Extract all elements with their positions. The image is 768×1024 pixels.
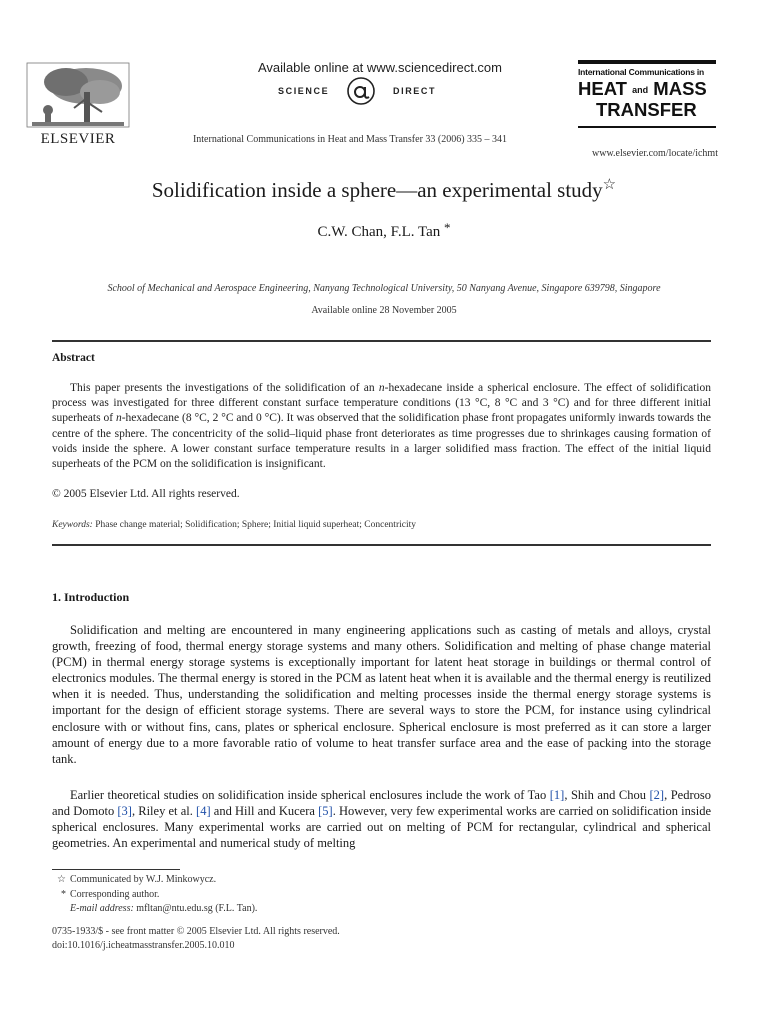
journal-logo-rule: [578, 60, 716, 64]
paragraph-text: , Pedroso and Domoto: [52, 788, 712, 819]
footnote-asterisk-mark: *: [61, 889, 66, 900]
section-heading-introduction: 1. Introduction: [52, 590, 130, 604]
reference-link-3[interactable]: [3]: [117, 804, 132, 819]
available-online-text: Available online at www.sciencedirect.com: [258, 60, 502, 75]
reference-link-5[interactable]: [5]: [318, 804, 333, 819]
publisher-name: ELSEVIER: [40, 131, 116, 147]
reference-link-2[interactable]: [2]: [649, 788, 665, 802]
reference-link-1[interactable]: [1]: [549, 788, 565, 802]
abstract-italic-n: n: [378, 382, 385, 394]
journal-logo-line2: [578, 79, 718, 100]
footnote-text: Communicated by W.J. Minkowycz.: [70, 874, 217, 885]
author-footnote-mark[interactable]: *: [444, 220, 451, 235]
journal-logo-line3: TRANSFER: [596, 99, 697, 120]
journal-url-link[interactable]: www.elsevier.com/locate/ichmt: [592, 148, 718, 159]
journal-logo-heat: HEAT: [578, 78, 627, 99]
paragraph-text: and Hill and Kucera: [210, 804, 319, 819]
footnote-star-mark: ☆: [57, 874, 66, 885]
email-address-link[interactable]: mfltan@ntu.edu.sg (F.L. Tan).: [133, 903, 258, 914]
sciencedirect-left-word: SCIENCE: [278, 86, 330, 96]
paragraph-text: , Riley et al.: [131, 804, 197, 819]
abstract-bottom-rule: [52, 544, 711, 546]
footnote-corresponding: [52, 889, 159, 900]
article-title: [40, 175, 728, 203]
abstract-copyright: © 2005 Elsevier Ltd. All rights reserved.: [52, 488, 240, 500]
journal-logo-mass: MASS: [653, 78, 707, 99]
keywords-label: Keywords:: [52, 520, 93, 530]
available-online-date: Available online 28 November 2005: [311, 305, 457, 316]
journal-logo: [578, 60, 718, 128]
intro-paragraph-2: [52, 787, 711, 851]
keywords-list: Phase change material; Solidification; Sphere; Initial liquid superheat; Concentricity: [95, 520, 416, 530]
title-footnote-mark[interactable]: ☆: [602, 177, 617, 193]
intro-paragraph-1: Solidification and melting are encountered in many engineering applications such as casting of metals and alloys, crystal growth, freezing of food, thermal energy storage systems and many others. Solidification and melting of phase change material (PCM) in thermal energy storage systems is exceptionally important for latent heat storage in buildings or thermal control of electronics modules. The thermal energy is stored in the PCM as latent heat when it is available and the thermal energy is reutilized when it is needed. Thus, understanding the solidification and melting processes inside the thermal energy storage systems is important for the design of efficient storage systems. There are several ways to store the PCM, for instance using cylindrical enclosure with or without fins, cans, plates or spherical enclosure. Spherical enclosure is most preferred as it can store a larger amount of energy due to a more favorable ratio of volume to heat transfer surface area and the ease of packing into the storage tank.: [52, 623, 711, 766]
footnote-rule: [52, 869, 180, 870]
sciencedirect-right-word: DIRECT: [393, 86, 437, 96]
journal-logo-line1: International Communications in: [578, 67, 705, 77]
article-title-text: Solidification inside a sphere—an experimental study: [151, 178, 603, 202]
at-symbol-icon: [346, 76, 376, 106]
doi-link[interactable]: doi:10.1016/j.icheatmasstransfer.2005.10.010: [52, 940, 235, 951]
front-matter-line: 0735-1933/$ - see front matter © 2005 Elsevier Ltd. All rights reserved.: [52, 926, 340, 937]
paragraph-text: , Shih and Chou: [564, 788, 650, 802]
footnote-text: Corresponding author.: [70, 889, 160, 900]
abstract-top-rule: [52, 340, 711, 342]
footnote-communicated: [52, 874, 216, 885]
journal-logo-and: and: [632, 85, 649, 95]
email-label: E-mail address:: [70, 903, 134, 914]
keywords: [52, 520, 711, 530]
sciencedirect-logo: [276, 78, 476, 108]
journal-logo-rule: [578, 126, 716, 128]
abstract-italic-n: n: [115, 412, 122, 425]
abstract-text-2: -hexadecane inside a spherical enclosure. The effect of solidification process was investigated for three different constant surface temperature conditions (13 °C, 8 °C and 3 °C) and for three different initial superheats of: [52, 382, 711, 425]
abstract-text-3: -hexadecane (8 °C, 2 °C and 0 °C). It was observed that the solidification phase front propagates uniformly inwards towards the centre of the sphere. The concentricity of the solid–liquid phase front deteriorates as time progresses due to shrinkages causing formation of voids inside the sphere. A lower constant surface temperature results in a larger solidified mass fraction. The effect of the initial liquid superheats of the PCM on the solidification is insignificant.: [52, 412, 711, 471]
reference-link-4[interactable]: [4]: [196, 804, 211, 819]
paragraph-text: . However, very few experimental works are carried on solidification inside spherical enclosures. Many experimental works are carried out on melting of PCM for rectangular, cylindrical and spherical geometries. An experimental and numerical study of melting: [52, 804, 711, 851]
article-authors: [40, 220, 728, 241]
abstract-heading: Abstract: [52, 352, 95, 364]
footnote-email: [52, 903, 257, 914]
authors-text: C.W. Chan, F.L. Tan: [317, 224, 441, 240]
abstract-body: [52, 381, 711, 472]
journal-reference: International Communications in Heat and Mass Transfer 33 (2006) 335 – 341: [192, 134, 508, 145]
paragraph-text: Earlier theoretical studies on solidification inside spherical enclosures include the work of Tao: [70, 788, 550, 802]
author-affiliation: School of Mechanical and Aerospace Engineering, Nanyang Technological University, 50 Nanyang Avenue, Singapore 639798, Singapore: [107, 283, 661, 294]
abstract-text-1: This paper presents the investigations of the solidification of an: [70, 382, 379, 394]
